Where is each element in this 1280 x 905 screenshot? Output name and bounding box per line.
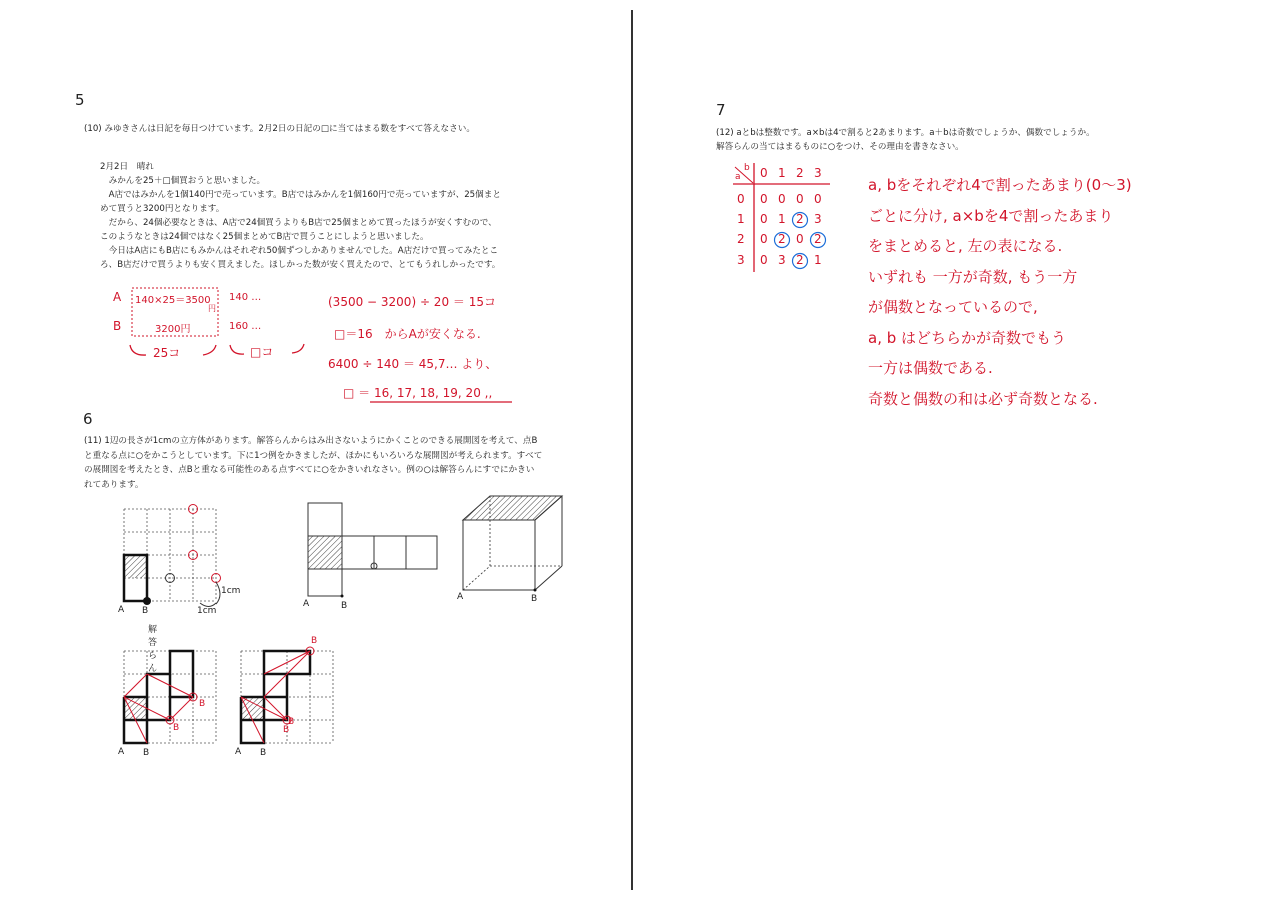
a-label: A [113, 290, 122, 304]
row-header: 1 [737, 212, 745, 226]
question-12 [716, 126, 1095, 154]
table-corner-b: b [744, 163, 750, 173]
col-header: 2 [796, 166, 804, 180]
wg2-red-b: B [283, 725, 290, 735]
row-header: 2 [737, 232, 745, 246]
col-header: 1 [778, 166, 786, 180]
wg1-a-label: A [118, 747, 125, 757]
reason-line: a, bをそれぞれ4で割ったあまり(0〜3) [868, 176, 1132, 194]
question-12-line: (12) aとbは整数です。a×bは4で割ると2あまります。a＋bは奇数でしょうか、偶数でしょうか。 [716, 128, 1095, 138]
table-cell: 1 [814, 253, 822, 267]
table-cell: 3 [778, 253, 786, 267]
diary-line: めて買うと3200円となります。 [100, 204, 225, 214]
wg2-a-label: A [235, 747, 242, 757]
reason-line: ごとに分け, a×bを4で割ったあまり [868, 206, 1114, 225]
net-b-label: B [341, 601, 348, 611]
wg1-b-label: B [143, 748, 150, 758]
section-5-number: 5 [75, 91, 85, 109]
brace-right-label: □コ [250, 345, 274, 359]
col-header: 0 [760, 166, 768, 180]
answer-caption: 解答らん [148, 625, 158, 674]
question-10: (10) みゆきさんは日記を毎日つけています。2月2日の日記の□に当てはまる数をすべて答えなさい。 [84, 124, 475, 134]
reason-line: 一方は偶数である. [868, 359, 993, 377]
reason-text [868, 170, 1132, 414]
question-12-line: 解答らんの当てはまるものに○をつけ、その理由を書きなさい。 [716, 142, 964, 152]
wg2-red-b: B [288, 717, 295, 727]
table-cell: 2 [814, 232, 822, 246]
a-next: 140 … [229, 292, 262, 303]
col-header: 3 [814, 166, 822, 180]
table-cell: 2 [796, 253, 804, 267]
diary-line: A店ではみかんを1個140円で売っています。B店ではみかんを1個160円で売っていますが、25個まと [100, 190, 501, 200]
cube-b-label: B [531, 594, 538, 604]
question-11-line: れてあります。 [84, 479, 144, 490]
work-line-2: □＝16 からAが安くなる. [334, 327, 481, 341]
grid-b-label: B [142, 606, 149, 616]
yen-mark: 円 [208, 304, 216, 313]
net-a-label: A [303, 599, 310, 609]
b-next: 160 … [229, 321, 262, 332]
b-label: B [113, 319, 122, 333]
work-line-4: □ ＝ 16, 17, 18, 19, 20 ,, [343, 386, 493, 400]
question-11 [84, 434, 542, 492]
grid-a-label: A [118, 605, 125, 615]
reason-line: a, b はどちらかが奇数でもう [868, 328, 1067, 347]
table-cell: 2 [778, 232, 786, 246]
work-line-1: (3500 − 3200) ÷ 20 ＝ 15コ [328, 295, 496, 309]
diary-line: だから、24個必要なときは、A店で24個買うよりもB店で25個まとめて買ったほうが安くすむので、 [100, 218, 497, 228]
a-calc: 140×25＝3500 [135, 295, 211, 306]
table-cell: 0 [760, 192, 768, 206]
remainder-table-lines [0, 0, 1, 1]
question-11-line: と重なる点に○をかこうとしています。下に1つ例をかきましたが、ほかにもいろいろな展開図が考えられます。すべて [84, 450, 543, 461]
table-corner-a: a [735, 172, 741, 182]
table-cell: 1 [778, 212, 786, 226]
b-calc: 3200円 [155, 324, 191, 335]
row-header: 3 [737, 253, 745, 267]
diary-line: みかんを25＋□個買おうと思いました。 [100, 176, 266, 186]
reason-line: が偶数となっているので, [868, 298, 1038, 316]
grid-1cm-right: 1cm [221, 586, 241, 596]
table-cell: 0 [796, 232, 804, 246]
reason-line: いずれも 一方が奇数, もう一方 [868, 267, 1078, 286]
section-7-number: 7 [716, 101, 726, 119]
reason-line: 奇数と偶数の和は必ず奇数となる. [868, 389, 1098, 408]
wg1-red-b: B [173, 723, 180, 733]
row-header: 0 [737, 192, 745, 206]
diary-line: ろ、B店だけで買うよりも安く買えました。ほしかった数が安く買えたので、とてもうれしかったです。 [100, 260, 501, 270]
table-cell: 3 [814, 212, 822, 226]
table-cell: 0 [760, 253, 768, 267]
reason-line: をまとめると, 左の表になる. [868, 237, 1063, 255]
wg2-red-b: B [311, 636, 318, 646]
diary-header: 2月2日 晴れ [100, 162, 154, 172]
table-cell: 0 [760, 232, 768, 246]
diary-line: このようなときは24個ではなく25個まとめてB店で買うことにしようと思いました。 [100, 232, 429, 242]
table-cell: 0 [760, 212, 768, 226]
grid-1cm-bottom: 1cm [197, 606, 217, 616]
brace-left-label: 25コ [153, 346, 181, 360]
table-cell: 0 [796, 192, 804, 206]
wg2-b-label: B [260, 748, 267, 758]
table-cell: 2 [796, 212, 804, 226]
question-11-line: (11) 1辺の長さが1cmの立方体があります。解答らんからはみ出さないようにかくことのできる展開図を考えて、点B [84, 436, 538, 446]
wg1-red-b: B [199, 699, 206, 709]
diary [100, 160, 501, 272]
cube-a-label: A [457, 592, 464, 602]
table-cell: 0 [778, 192, 786, 206]
work-line-3: 6400 ÷ 140 ＝ 45,7… より、 [328, 357, 498, 371]
page-divider [631, 10, 633, 890]
section-6-number: 6 [83, 410, 93, 428]
table-cell: 0 [814, 192, 822, 206]
question-11-line: の展開図を考えたとき、点Bと重なる可能性のある点すべてに○をかきいれなさい。例の○は解答らんにすでにかきい [84, 465, 535, 475]
diary-line: 今日はA店にもB店にもみかんはそれぞれ50個ずつしかありませんでした。A店だけで買ってみたとこ [100, 246, 499, 256]
